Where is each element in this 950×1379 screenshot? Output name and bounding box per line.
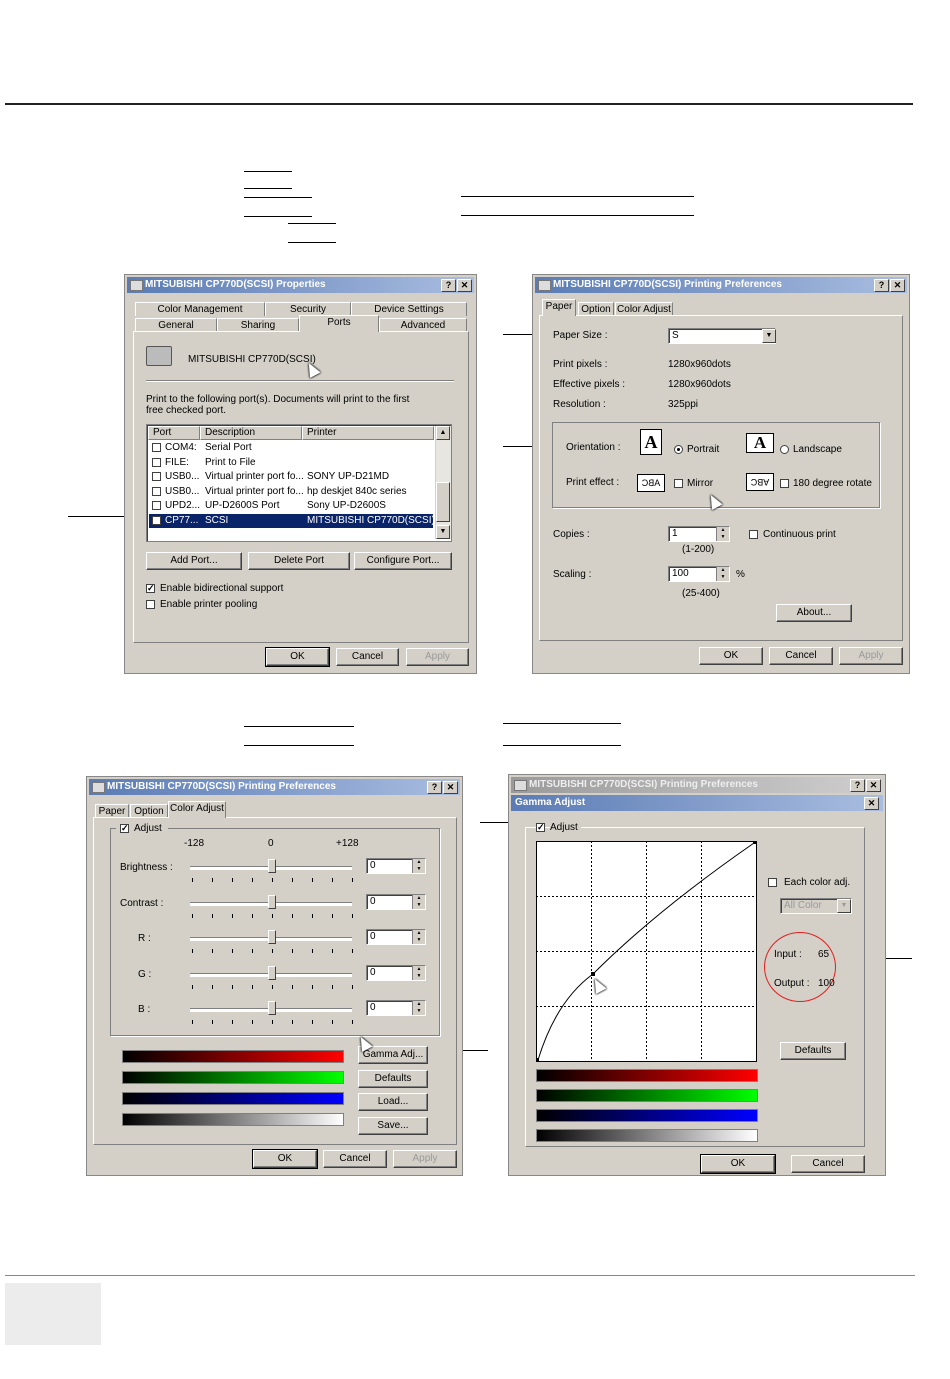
copies-input[interactable] xyxy=(668,526,730,542)
port-description: SCSI xyxy=(205,514,229,526)
footer-rule xyxy=(5,1275,915,1276)
paper-size-label: Paper Size : xyxy=(553,330,608,341)
text-underline xyxy=(244,216,312,217)
tick-mark xyxy=(272,914,273,918)
tick-mark xyxy=(352,878,353,882)
print-pixels-label: Print pixels : xyxy=(553,359,608,370)
close-button[interactable]: ✕ xyxy=(443,781,458,794)
parent-window-title: MITSUBISHI CP770D(SCSI) Printing Preferences xyxy=(529,779,758,790)
port-row[interactable] xyxy=(149,499,433,513)
tick-mark xyxy=(292,949,293,953)
chevron-down-icon[interactable]: ▼ xyxy=(762,329,776,343)
gamma-title-bar xyxy=(511,795,883,811)
color-adjust-panel xyxy=(93,817,457,1145)
cancel-button[interactable]: Cancel xyxy=(791,1155,865,1173)
gamma-curve-graph[interactable] xyxy=(536,841,758,1063)
output-value: 100 xyxy=(818,978,835,989)
end-point xyxy=(536,1058,539,1061)
window-title: MITSUBISHI CP770D(SCSI) Properties xyxy=(145,279,326,290)
copies-label: Copies : xyxy=(553,529,590,540)
print-effect-label: Print effect : xyxy=(566,477,620,488)
port-description: Serial Port xyxy=(205,442,252,453)
scaling-spinner[interactable]: ▲ ▼ xyxy=(716,567,729,581)
adjust-label: Adjust xyxy=(134,823,162,834)
printer-name: MITSUBISHI CP770D(SCSI) xyxy=(188,354,316,365)
continuous-label: Continuous print xyxy=(763,529,836,540)
landscape-radio[interactable] xyxy=(780,445,789,454)
tick-mark xyxy=(272,985,273,989)
tick-mark xyxy=(352,985,353,989)
ok-button[interactable]: OK xyxy=(253,1150,317,1168)
gamma-parent-window xyxy=(508,774,886,1176)
tick-mark xyxy=(352,949,353,953)
mirror-checkbox[interactable] xyxy=(674,479,683,488)
save-button[interactable]: Save... xyxy=(358,1117,428,1135)
portrait-radio[interactable] xyxy=(674,445,683,454)
scaling-value: 100 xyxy=(672,568,689,579)
port-checkbox[interactable] xyxy=(152,501,161,510)
tick-mark xyxy=(292,914,293,918)
slider-value-input[interactable] xyxy=(366,929,426,945)
continuous-checkbox[interactable] xyxy=(749,530,758,539)
print-pixels-value: 1280x960dots xyxy=(668,359,731,370)
printer-icon xyxy=(514,780,527,791)
separator xyxy=(146,380,454,382)
tick-mark xyxy=(212,985,213,989)
channel-select[interactable]: All Color xyxy=(780,898,852,914)
gray-gradient-bar xyxy=(122,1113,344,1126)
ok-button[interactable]: OK xyxy=(701,1155,775,1173)
close-button[interactable]: ✕ xyxy=(866,779,881,792)
ok-button[interactable]: OK xyxy=(266,648,329,666)
help-button[interactable]: ? xyxy=(874,279,889,292)
tab-option[interactable]: Option xyxy=(130,804,168,818)
text-underline xyxy=(288,223,336,224)
help-button[interactable]: ? xyxy=(427,781,442,794)
paper-panel xyxy=(539,315,903,641)
port-row[interactable] xyxy=(149,514,433,528)
port-row[interactable] xyxy=(149,485,433,499)
printing-preferences-paper-window xyxy=(532,274,910,674)
help-button[interactable]: ? xyxy=(850,779,865,792)
tab-device-settings[interactable]: Device Settings xyxy=(351,302,467,316)
port-checkbox[interactable] xyxy=(152,487,161,496)
rotate-label: 180 degree rotate xyxy=(793,478,872,489)
pooling-checkbox[interactable] xyxy=(146,600,155,609)
title-bar xyxy=(89,779,460,795)
port-port: COM4: xyxy=(165,442,197,453)
blue-gradient-bar xyxy=(122,1092,344,1105)
port-description: UP-D2600S Port xyxy=(205,500,280,511)
tick-mark xyxy=(252,914,253,918)
slider-spinner[interactable]: ▲ ▼ xyxy=(412,966,425,980)
tick-mark xyxy=(232,949,233,953)
tab-color-management[interactable]: Color Management xyxy=(135,302,265,316)
cancel-button[interactable]: Cancel xyxy=(336,648,399,666)
window-title: MITSUBISHI CP770D(SCSI) Printing Preferences xyxy=(107,781,336,792)
tab-sharing[interactable]: Sharing xyxy=(217,318,299,332)
pooling-label: Enable printer pooling xyxy=(160,599,258,610)
port-row[interactable] xyxy=(149,470,433,484)
ports-instruction: Print to the following port(s). Documents will print to the first free checked port. xyxy=(146,394,410,416)
tick-mark xyxy=(232,914,233,918)
scaling-range: (25-400) xyxy=(682,588,720,599)
port-checkbox[interactable] xyxy=(152,443,161,452)
tick-mark xyxy=(312,985,313,989)
tick-mark xyxy=(292,1020,293,1024)
slider-label: B : xyxy=(138,1004,151,1015)
input-value: 65 xyxy=(818,949,830,960)
tick-mark xyxy=(332,1020,333,1024)
copies-range: (1-200) xyxy=(682,544,715,555)
gray-gradient-bar xyxy=(536,1129,758,1142)
slider-ticks xyxy=(192,949,352,953)
copies-spinner[interactable]: ▲ ▼ xyxy=(716,527,729,541)
tab-color-adjust[interactable]: Color Adjust xyxy=(615,302,673,316)
green-gradient-bar xyxy=(122,1071,344,1084)
paper-size-select[interactable]: S xyxy=(668,328,776,344)
resolution-label: Resolution : xyxy=(553,399,606,410)
bidirectional-label: Enable bidirectional support xyxy=(160,583,284,594)
slider-ticks xyxy=(192,878,352,882)
apply-button[interactable]: Apply xyxy=(406,648,469,666)
text-underline xyxy=(503,745,621,746)
column-header-description[interactable]: Description xyxy=(200,426,302,440)
tab-paper[interactable]: Paper xyxy=(542,299,576,316)
defaults-button[interactable]: Defaults xyxy=(358,1070,428,1088)
tick-mark xyxy=(272,1020,273,1024)
mirror-label: Mirror xyxy=(687,478,714,489)
tick-mark xyxy=(332,914,333,918)
port-checkbox[interactable] xyxy=(152,458,161,467)
tick-mark xyxy=(192,985,193,989)
slider-ticks xyxy=(192,914,352,918)
chevron-down-icon[interactable]: ▼ xyxy=(837,899,851,913)
header-rule xyxy=(5,103,913,105)
tick-mark xyxy=(232,878,233,882)
tab-ports[interactable]: Ports xyxy=(299,315,379,332)
apply-button[interactable]: Apply xyxy=(839,647,903,665)
slider-value-input[interactable] xyxy=(366,965,426,981)
add-port-button[interactable]: Add Port... xyxy=(146,552,242,570)
tab-advanced[interactable]: Advanced xyxy=(379,318,467,332)
scale-min-label: -128 xyxy=(184,838,205,849)
slider-thumb[interactable] xyxy=(268,930,276,944)
port-port: USB0... xyxy=(165,471,200,482)
gamma-adjust-label: Adjust xyxy=(550,822,581,833)
tick-mark xyxy=(212,914,213,918)
port-printer: Sony UP-D2600S xyxy=(307,500,386,511)
port-description: Virtual printer port fo... xyxy=(205,485,304,497)
port-port: FILE: xyxy=(165,456,189,468)
tick-mark xyxy=(312,914,313,918)
slider-value: 0 xyxy=(370,895,376,907)
title-bar xyxy=(535,277,907,293)
printer-icon xyxy=(92,782,105,793)
text-underline xyxy=(244,197,312,198)
copies-value: 1 xyxy=(672,528,678,539)
port-row[interactable] xyxy=(149,456,433,470)
port-printer: hp deskjet 840c series xyxy=(307,485,407,497)
scale-max-label: +128 xyxy=(336,838,359,849)
text-underline xyxy=(244,726,354,727)
scaling-input[interactable] xyxy=(668,566,730,582)
slider-thumb[interactable] xyxy=(268,966,276,980)
text-underline xyxy=(244,188,292,189)
scale-mid-label: 0 xyxy=(268,838,274,849)
tab-security[interactable]: Security xyxy=(265,302,351,316)
bidirectional-checkbox[interactable]: ✓ xyxy=(147,583,155,593)
slider-spinner[interactable]: ▲ ▼ xyxy=(412,930,425,944)
port-checkbox[interactable]: ✓ xyxy=(153,514,161,525)
tick-mark xyxy=(292,985,293,989)
tick-mark xyxy=(192,949,193,953)
tick-mark xyxy=(312,949,313,953)
ok-button[interactable]: OK xyxy=(699,647,763,665)
tick-mark xyxy=(212,878,213,882)
printing-preferences-color-window xyxy=(86,776,463,1176)
scroll-down-arrow[interactable]: ▼ xyxy=(436,525,450,539)
scaling-unit: % xyxy=(736,569,745,580)
tick-mark xyxy=(232,1020,233,1024)
tab-color-adjust[interactable]: Color Adjust xyxy=(168,801,226,818)
adjust-checkbox[interactable]: ✓ xyxy=(121,823,129,833)
tick-mark xyxy=(332,985,333,989)
text-underline xyxy=(461,215,694,216)
gamma-defaults-button[interactable]: Defaults xyxy=(780,1042,846,1060)
control-point xyxy=(591,972,595,976)
tick-mark xyxy=(352,1020,353,1024)
gamma-adjust-checkbox[interactable]: ✓ xyxy=(537,822,545,832)
rotate-checkbox[interactable] xyxy=(780,479,789,488)
landscape-icon: A xyxy=(746,433,774,453)
ports-list xyxy=(146,424,452,542)
text-underline xyxy=(288,242,336,243)
load-button[interactable]: Load... xyxy=(358,1093,428,1111)
port-printer: SONY UP-D21MD xyxy=(307,471,390,482)
parent-title-bar xyxy=(511,777,883,793)
blue-gradient-bar xyxy=(536,1109,758,1122)
printer-properties-window xyxy=(124,274,477,674)
port-port: CP77... xyxy=(165,514,199,526)
tick-mark xyxy=(272,878,273,882)
portrait-label: Portrait xyxy=(687,444,720,455)
end-point xyxy=(753,841,756,844)
tab-paper[interactable]: Paper xyxy=(95,804,129,818)
slider-spinner[interactable]: ▲ ▼ xyxy=(412,1001,425,1015)
gamma-window-title: Gamma Adjust xyxy=(515,797,586,808)
port-description: Print to File xyxy=(205,456,256,468)
portrait-icon: A xyxy=(640,429,662,455)
tick-mark xyxy=(252,1020,253,1024)
delete-port-button[interactable]: Delete Port xyxy=(248,552,350,570)
slider-spinner[interactable]: ▲ ▼ xyxy=(412,895,425,909)
input-label: Input : xyxy=(774,949,802,960)
title-bar xyxy=(127,277,474,293)
slider-ticks xyxy=(192,985,352,989)
tab-general[interactable]: General xyxy=(135,318,217,332)
footer-page-box xyxy=(5,1283,101,1345)
tick-mark xyxy=(312,878,313,882)
scroll-up-arrow[interactable]: ▲ xyxy=(436,426,450,440)
slider-value: 0 xyxy=(370,931,376,942)
red-gradient-bar xyxy=(122,1050,344,1063)
each-color-checkbox[interactable] xyxy=(768,878,777,887)
slider-thumb[interactable] xyxy=(268,859,276,873)
printer-icon xyxy=(538,280,551,291)
cancel-button[interactable]: Cancel xyxy=(769,647,833,665)
printer-icon xyxy=(146,346,172,366)
red-gradient-bar xyxy=(536,1069,758,1082)
printer-icon xyxy=(130,280,143,291)
text-underline xyxy=(244,745,354,746)
each-color-label: Each color adj. xyxy=(784,877,851,888)
mirror-icon: ABC xyxy=(637,474,665,492)
output-label: Output : xyxy=(774,978,810,989)
effective-pixels-label: Effective pixels : xyxy=(553,379,626,390)
highlight-circle xyxy=(764,932,836,1002)
ports-panel xyxy=(133,331,469,643)
ports-scrollbar[interactable] xyxy=(435,426,451,539)
slider-value-input[interactable] xyxy=(366,894,426,910)
port-row[interactable] xyxy=(149,441,433,455)
port-printer: MITSUBISHI CP770D(SCSI) xyxy=(307,514,435,526)
close-button[interactable]: ✕ xyxy=(457,279,472,292)
close-button[interactable]: ✕ xyxy=(864,797,879,810)
tick-mark xyxy=(252,949,253,953)
help-button[interactable]: ? xyxy=(441,279,456,292)
slider-label: G : xyxy=(138,968,152,980)
rotate-icon: ABC xyxy=(746,473,774,491)
resolution-value: 325ppi xyxy=(668,399,699,410)
orientation-label: Orientation : xyxy=(566,442,621,453)
close-button[interactable]: ✕ xyxy=(890,279,905,292)
tick-mark xyxy=(212,949,213,953)
slider-value: 0 xyxy=(370,966,376,978)
about-button[interactable]: About... xyxy=(776,604,852,622)
gamma-adjust-button[interactable]: Gamma Adj... xyxy=(358,1046,428,1064)
text-underline xyxy=(461,196,694,197)
tab-option[interactable]: Option xyxy=(578,302,614,316)
slider-value-input[interactable] xyxy=(366,1000,426,1016)
text-underline xyxy=(244,171,292,172)
tick-mark xyxy=(312,1020,313,1024)
column-header-port[interactable]: Port xyxy=(148,426,200,440)
tick-mark xyxy=(332,878,333,882)
tick-mark xyxy=(192,914,193,918)
green-gradient-bar xyxy=(536,1089,758,1102)
tick-mark xyxy=(192,878,193,882)
cancel-button[interactable]: Cancel xyxy=(323,1150,387,1168)
slider-label: Brightness : xyxy=(120,862,173,873)
slider-spinner[interactable]: ▲ ▼ xyxy=(412,859,425,873)
tick-mark xyxy=(212,1020,213,1024)
slider-value-input[interactable] xyxy=(366,858,426,874)
slider-value: 0 xyxy=(370,1002,376,1013)
slider-thumb[interactable] xyxy=(268,895,276,909)
port-port: USB0... xyxy=(165,485,200,497)
slider-value: 0 xyxy=(370,860,376,871)
slider-label: Contrast : xyxy=(120,897,164,909)
slider-ticks xyxy=(192,1020,352,1024)
tick-mark xyxy=(352,914,353,918)
tick-mark xyxy=(272,949,273,953)
tick-mark xyxy=(332,949,333,953)
scaling-label: Scaling : xyxy=(553,569,592,580)
port-port: UPD2... xyxy=(165,500,201,511)
window-title: MITSUBISHI CP770D(SCSI) Printing Preferences xyxy=(553,279,782,290)
scroll-thumb[interactable] xyxy=(436,482,450,522)
configure-port-button[interactable]: Configure Port... xyxy=(354,552,452,570)
slider-label: R : xyxy=(138,933,151,944)
gamma-panel xyxy=(525,822,865,1147)
text-underline xyxy=(503,723,621,724)
slider-thumb[interactable] xyxy=(268,1001,276,1015)
port-description: Virtual printer port fo... xyxy=(205,471,304,482)
tick-mark xyxy=(232,985,233,989)
landscape-label: Landscape xyxy=(793,444,842,455)
apply-button[interactable]: Apply xyxy=(393,1150,457,1168)
effective-pixels-value: 1280x960dots xyxy=(668,379,731,390)
tick-mark xyxy=(252,985,253,989)
tick-mark xyxy=(252,878,253,882)
tick-mark xyxy=(292,878,293,882)
tick-mark xyxy=(192,1020,193,1024)
column-header-printer[interactable]: Printer xyxy=(302,426,434,440)
port-checkbox[interactable] xyxy=(152,472,161,481)
